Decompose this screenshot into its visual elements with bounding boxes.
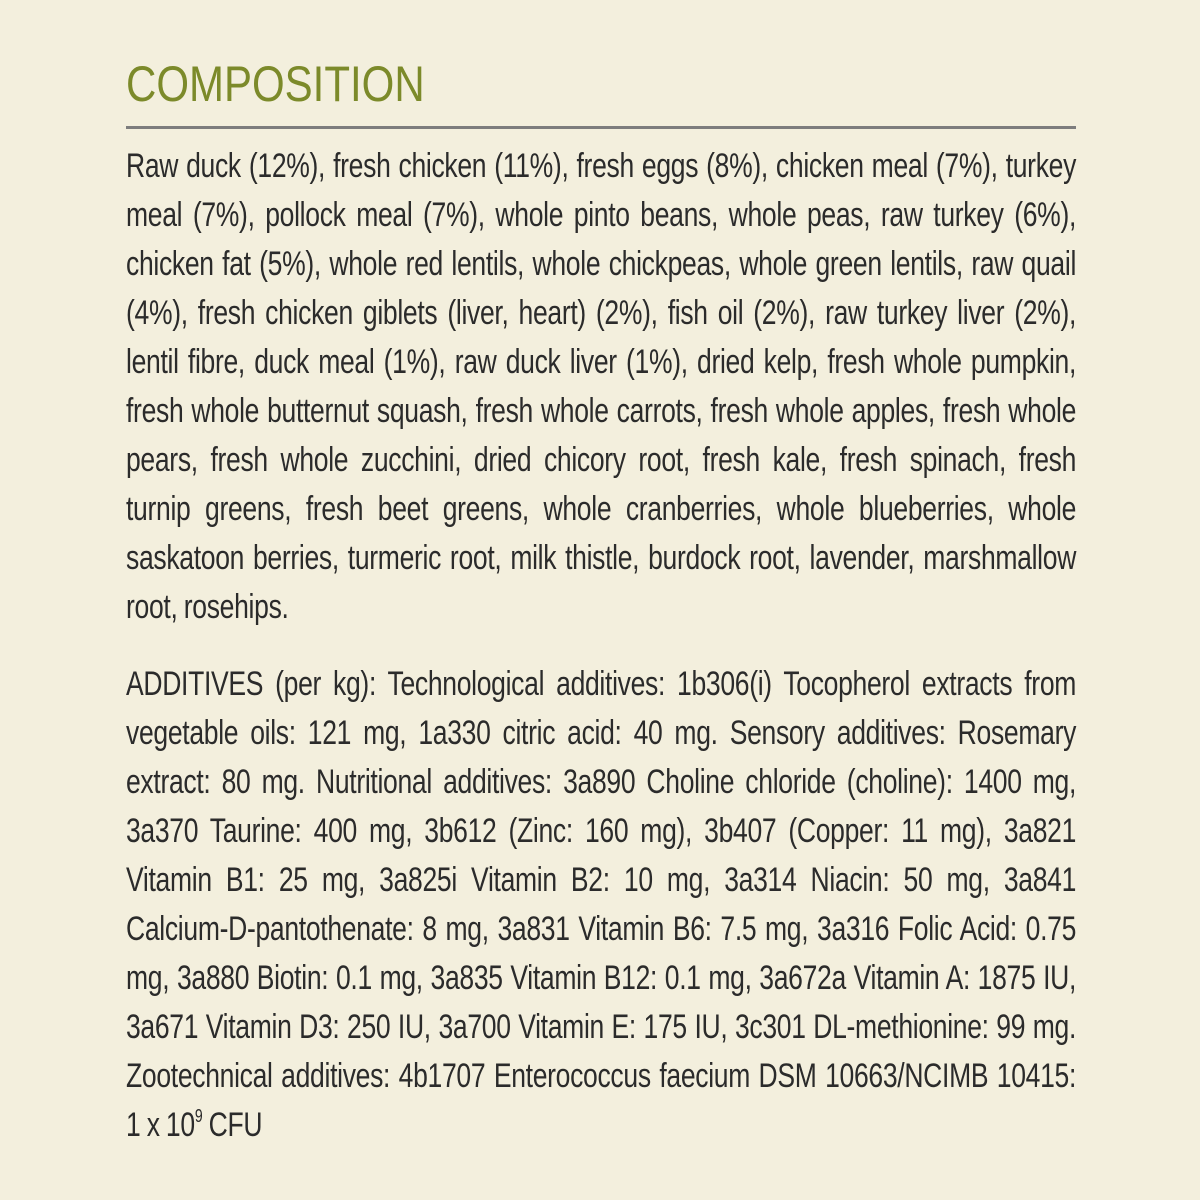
composition-panel xyxy=(126,52,1076,1150)
section-title: COMPOSITION xyxy=(126,56,425,112)
cfu-unit: CFU xyxy=(202,1106,263,1144)
additives-paragraph xyxy=(126,660,1076,1150)
ingredients-paragraph: Raw duck (12%), fresh chicken (11%), fresh eggs (8%), chicken meal (7%), turkey meal (7%), pollock meal (7%), whole pinto beans, whole peas, raw turkey (6%), chicken fat (5%), whole red lentils, whole chickpeas, whole green lentils, raw quail (4%), fresh chicken giblets (liver, heart) (2%), fish oil (2%), raw turkey liver (2%), lentil fibre, duck meal (1%), raw duck liver (1%), dried kelp, fresh whole pumpkin, fresh whole butternut squash, fresh whole carrots, fresh whole apples, fresh whole pears, fresh whole zucchini, dried chicory root, fresh kale, fresh spinach, fresh turnip greens, fresh beet greens, whole cranberries, whole blueberries, whole saskatoon berries, turmeric root, milk thistle, burdock root, lavender, marshmallow root, rosehips. xyxy=(126,147,1077,626)
additives-text: ADDITIVES (per kg): Technological additives: 1b306(i) Tocopherol extracts from vegetable oils: 121 mg, 1a330 citric acid: 40 mg. Sensory additives: Rosemary extract: 80 mg. Nutritional additives: 3a890 Choline chloride (choline): 1400 mg, 3a370 Taurine: 400 mg, 3b612 (Zinc: 160 mg), 3b407 (Copper: 11 mg), 3a821 Vitamin B1: 25 mg, 3a825i Vitamin B2: 10 mg, 3a314 Niacin: 50 mg, 3a841 Calcium-D-pantothenate: 8 mg, 3a831 Vitamin B6: 7.5 mg, 3a316 Folic Acid: 0.75 mg, 3a880 Biotin: 0.1 mg, 3a835 Vitamin B12: 0.1 mg, 3a672a Vitamin A: 1875 IU, 3a671 Vitamin D3: 250 IU, 3a700 Vitamin E: 175 IU, 3c301 DL-methionine: 99 mg. Zootechnical additives: 4b1707 Enterococcus faecium DSM 10663/NCIMB 10415: 1 x 10 xyxy=(126,665,1077,1144)
title-divider xyxy=(126,126,1076,129)
cfu-exponent: 9 xyxy=(194,1106,203,1126)
